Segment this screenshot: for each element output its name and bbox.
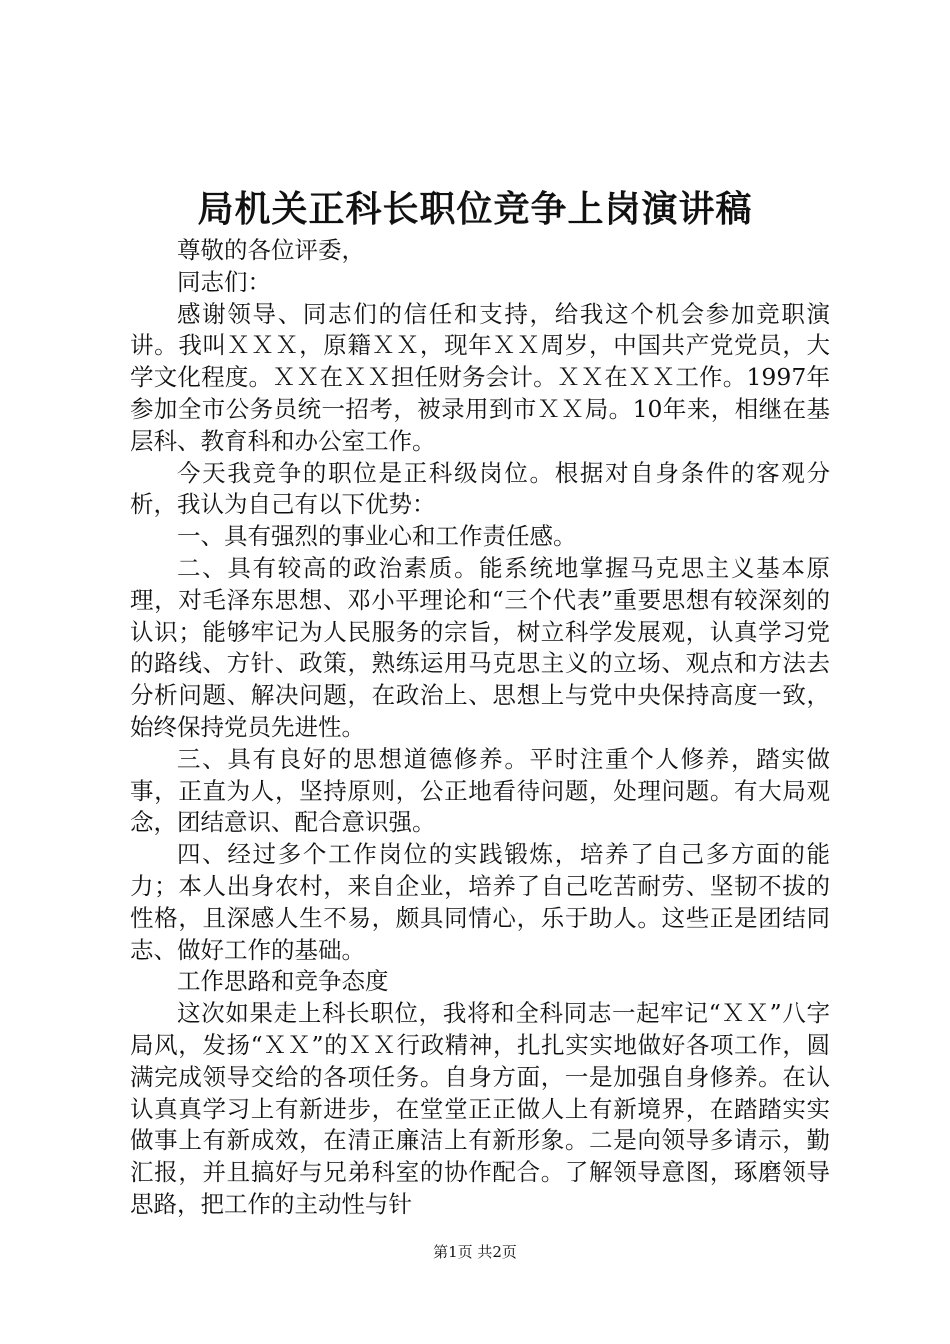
page-title: 局机关正科长职位竞争上岗演讲稿 xyxy=(197,188,753,230)
paragraph-advantage-2: 二、具有较高的政治素质。能系统地掌握马克思主义基本原理，对毛泽东思想、邓小平理论和“三个代表”重要思想有较深刻的认识；能够牢记为人民服务的宗旨，树立科学发展观，认真学习党的路线、方针、政策，熟练运用马克思主义的立场、观点和方法去分析问题、解决问题，在政治上、思想上与党中央保持高度一致，始终保持党员先进性。 xyxy=(130,553,830,741)
paragraph-advantage-3: 三、具有良好的思想道德修养。平时注重个人修养，踏实做事，正直为人，坚持原则，公正地看待问题，处理问题。有大局观念，团结意识、配合意识强。 xyxy=(130,744,830,837)
paragraph-advantage-1: 一、具有强烈的事业心和工作责任感。 xyxy=(177,522,577,551)
salutation-line-1: 尊敬的各位评委， xyxy=(177,236,365,264)
paragraph-introduction: 感谢领导、同志们的信任和支持，给我这个机会参加竞职演讲。我叫ＸＸＸ，原籍ＸＸ，现年ＸＸ周岁，中国共产党党员，大学文化程度。ＸＸ在ＸＸ担任财务会计。ＸＸ在ＸＸ工作。1997年参加全市公务员统一招考，被录用到市ＸＸ局。10年来，相继在基层科、教育科和办公室工作。 xyxy=(130,299,830,455)
paragraph-work-plan: 这次如果走上科长职位，我将和全科同志一起牢记“ＸＸ”八字局风，发扬“ＸＸ”的ＸＸ行政精神，扎扎实实地做好各项工作，圆满完成领导交给的各项任务。自身方面，一是加强自身修养。在认认真真学习上有新进步，在堂堂正正做人上有新境界，在踏踏实实做事上有新成效，在清正廉洁上有新形象。二是向领导多请示，勤汇报，并且搞好与兄弟科室的协作配合。了解领导意图，琢磨领导思路，把工作的主动性与针 xyxy=(130,999,830,1218)
section-heading: 工作思路和竞争态度 xyxy=(177,967,389,996)
paragraph-position: 今天我竞争的职位是正科级岗位。根据对自身条件的客观分析，我认为自己有以下优势： xyxy=(130,458,830,519)
page-footer: 第1页 共2页 xyxy=(433,1243,517,1261)
salutation-line-2: 同志们： xyxy=(177,267,271,296)
document-body xyxy=(130,235,830,1221)
paragraph-advantage-4: 四、经过多个工作岗位的实践锻炼，培养了自己多方面的能力；本人出身农村，来自企业，培养了自己吃苦耐劳、坚韧不拔的性格，且深感人生不易，颇具同情心，乐于助人。这些正是团结同志、做好工作的基础。 xyxy=(130,840,830,964)
